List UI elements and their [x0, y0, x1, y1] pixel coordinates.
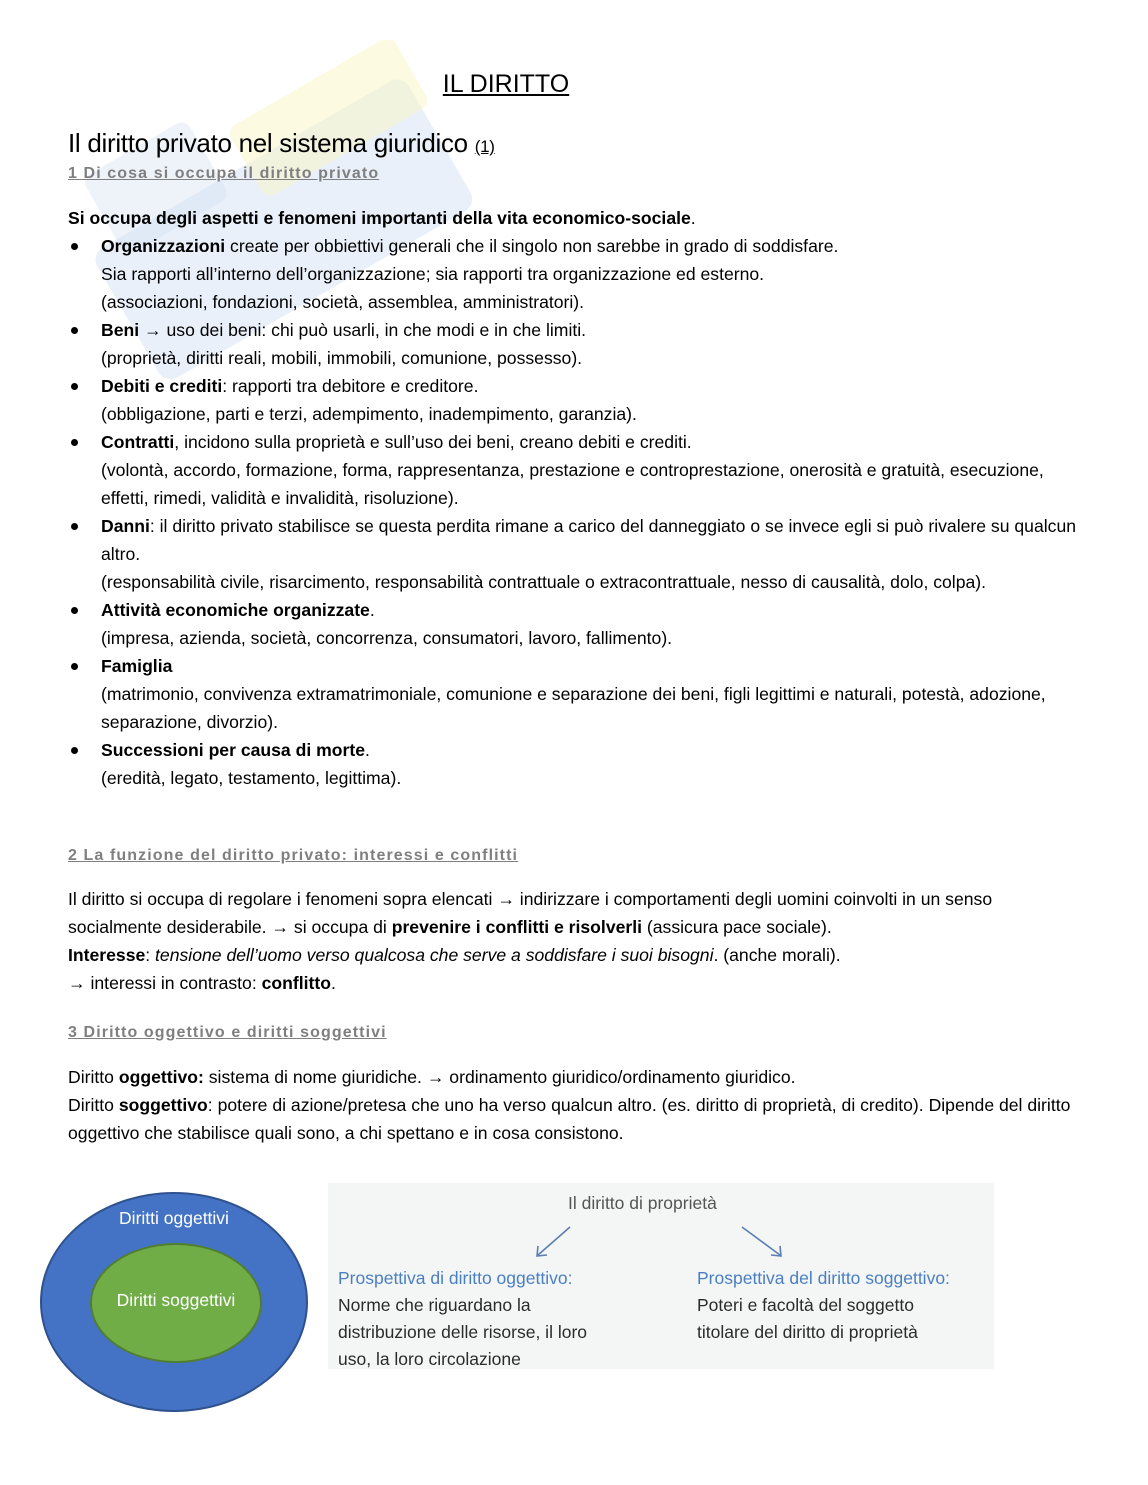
topic-description: . [365, 740, 370, 760]
topic-detail: (matrimonio, convivenza extramatrimoniale, comunione e separazione dei beni, figli legittimi e naturali, potestà, adozione, separazione, divorzio). [101, 684, 1046, 732]
topic-description: create per obbiettivi generali che il singolo non sarebbe in grado di soddisfare. [225, 236, 839, 256]
bullet-icon [71, 383, 78, 390]
p2-colon: : [145, 945, 156, 965]
inner-circle-label: Diritti soggettivi [116, 1290, 236, 1310]
topic-detail: (obbligazione, parti e terzi, adempimento, inadempimento, garanzia). [101, 404, 637, 424]
l2-rest: : potere di azione/pretesa che uno ha verso qualcun altro. (es. diritto di proprietà, di credito). Dipende del diritto oggettivo che stabilisce quali sono, a chi spettano e in cosa consistono. [68, 1095, 1071, 1143]
soggettivo-perspective-title: Prospettiva del diritto soggettivo: [697, 1268, 950, 1288]
l1-rest: sistema di nome giuridiche. → ordinamento giuridico/ordinamento giuridico. [203, 1067, 796, 1087]
p1-bold: prevenire i conflitti e risolverli [391, 917, 643, 937]
section-heading [68, 128, 495, 159]
left-line: distribuzione delle risorse, il loro [338, 1322, 587, 1342]
topic-name: Attività economiche organizzate [101, 600, 370, 620]
left-line: uso, la loro circolazione [338, 1349, 521, 1369]
topic-detail: (volontà, accordo, formazione, forma, rappresentanza, prestazione e controprestazione, onerosità e gratuità, esecuzione, effetti, rimedi, validità e invalidità, risoluzione). [101, 460, 1044, 508]
topic-name: Beni [101, 320, 140, 340]
conflitto-term: conflitto [261, 973, 331, 993]
oggettivo-perspective-title: Prospettiva di diritto oggettivo: [338, 1268, 573, 1288]
p1-text: Il diritto si occupa di regolare i fenomeni sopra elencati → indirizzare i comportamenti degli uomini coinvolti in un senso socialmente desiderabile. → si occupa di [68, 889, 993, 937]
right-line: titolare del diritto di proprietà [697, 1322, 918, 1342]
section-heading-text: Il diritto privato nel sistema giuridico [68, 128, 468, 158]
left-line: Norme che riguardano la [338, 1295, 531, 1315]
subsection-2-paragraph [68, 885, 1088, 997]
oggettivo-term: oggettivo: [118, 1067, 204, 1087]
bullet-icon [71, 523, 78, 530]
soggettivo-perspective-text [697, 1292, 918, 1346]
p2-end: . (anche morali). [713, 945, 841, 965]
topic-description: . [369, 600, 375, 620]
l1-text: Diritto [68, 1067, 119, 1087]
topic-item [68, 316, 1088, 372]
topic-name: Danni [101, 516, 150, 536]
outer-circle-label: Diritti oggettivi [119, 1208, 229, 1228]
topic-detail: (associazioni, fondazioni, società, assemblea, amministratori). [101, 292, 585, 312]
bullet-icon [71, 747, 78, 754]
document-title: IL DIRITTO [442, 70, 570, 98]
bullet-icon [71, 439, 78, 446]
topic-detail: (eredità, legato, testamento, legittima). [101, 768, 402, 788]
topic-name: Organizzazioni [101, 236, 226, 256]
topic-detail: (responsabilità civile, risarcimento, responsabilità contrattuale o extracontrattuale, nesso di causalità, dolo, colpa). [101, 572, 987, 592]
topic-name: Contratti [101, 432, 175, 452]
topic-item [68, 232, 1088, 316]
intro-end: . [690, 208, 696, 228]
topic-item [68, 428, 1088, 512]
topic-detail: (impresa, azienda, società, concorrenza, consumatori, lavoro, fallimento). [101, 628, 673, 648]
p3-text: → interessi in contrasto: [68, 973, 262, 993]
subsection-3-title: 3 Diritto oggettivo e diritti soggettivi [68, 1024, 387, 1041]
subsection-3-paragraph [68, 1063, 1088, 1147]
property-scheme [328, 1183, 994, 1369]
l2-text: Diritto [68, 1095, 119, 1115]
topic-item [68, 372, 1088, 428]
topic-description: , incidono sulla proprietà e sull’uso dei beni, creano debiti e crediti. [174, 432, 692, 452]
footnote-ref: (1) [474, 137, 495, 156]
topic-description: → uso dei beni: chi può usarli, in che modi e in che limiti. [139, 320, 587, 340]
topic-item [68, 512, 1088, 596]
topic-description: : il diritto privato stabilisce se questa perdita rimane a carico del danneggiato o se invece egli si può rivalere su qualcun altro. [101, 516, 1077, 564]
topic-item [68, 736, 1088, 792]
topic-detail: Sia rapporti all’interno dell’organizzazione; sia rapporti tra organizzazione ed esterno. [101, 264, 765, 284]
interesse-term: Interesse [68, 945, 146, 965]
topic-list [68, 232, 1088, 792]
p1-end: (assicura pace sociale). [642, 917, 832, 937]
bullet-icon [71, 663, 78, 670]
topic-name: Successioni per causa di morte [101, 740, 366, 760]
bullet-icon [71, 327, 78, 334]
bullet-icon [71, 243, 78, 250]
bullet-icon [71, 607, 78, 614]
right-line: Poteri e facoltà del soggetto [697, 1295, 914, 1315]
subsection-1-intro [68, 204, 1088, 232]
subsection-1-title: 1 Di cosa si occupa il diritto privato [68, 165, 380, 182]
p3-end: . [331, 973, 336, 993]
arrow-right-icon [742, 1227, 780, 1255]
arrow-left-icon [538, 1227, 570, 1255]
scheme-heading: Il diritto di proprietà [568, 1193, 717, 1213]
topic-item [68, 652, 1088, 736]
topic-name: Famiglia [101, 656, 173, 676]
interesse-definition: tensione dell’uomo verso qualcosa che serve a soddisfare i suoi bisogni [155, 945, 714, 965]
oggettivo-perspective-text [338, 1292, 587, 1373]
soggettivo-term: soggettivo [118, 1095, 208, 1115]
topic-item [68, 596, 1088, 652]
intro-bold: Si occupa degli aspetti e fenomeni importanti della vita economico-sociale [68, 208, 691, 228]
topic-name: Debiti e crediti [101, 376, 223, 396]
subsection-2-title: 2 La funzione del diritto privato: interessi e conflitti [68, 847, 519, 864]
topic-detail: (proprietà, diritti reali, mobili, immobili, comunione, possesso). [101, 348, 583, 368]
topic-description: : rapporti tra debitore e creditore. [222, 376, 479, 396]
